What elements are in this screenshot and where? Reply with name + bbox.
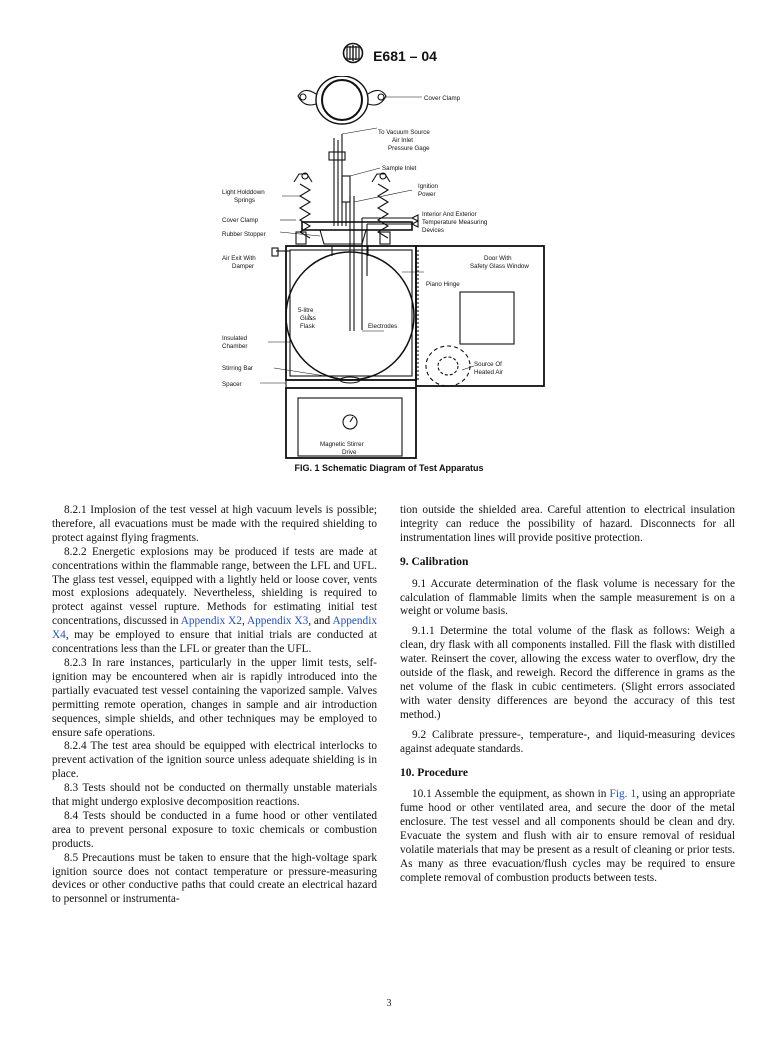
label-vacuum-3: Pressure Gage [388, 145, 430, 152]
text-run: , may be employed to ensure that initial trials are conducted at concentrations less than the LFL or greater than the UFL. [52, 629, 377, 656]
label-electrodes: Electrodes [368, 323, 398, 330]
figure-caption: FIG. 1 Schematic Diagram of Test Apparatus [294, 463, 484, 473]
page-number: 3 [386, 998, 392, 1009]
label-heated-1: Source Of [474, 361, 502, 368]
label-temp-1: Interior And Exterior [422, 211, 477, 218]
label-ignition-1: Ignition [418, 183, 438, 190]
label-stirrer-1: Magnetic Stirrer [320, 441, 364, 448]
link-fig-1[interactable]: Fig. 1 [609, 788, 637, 801]
label-rubber-stopper: Rubber Stopper [222, 231, 266, 238]
label-vacuum-1: To Vacuum Source [378, 129, 430, 136]
label-flask-2: Glass [300, 315, 316, 322]
paragraph-9-2: 9.2 Calibrate pressure-, temperature-, and liquid-measuring devices against adequate standards. [400, 728, 735, 755]
label-ignition-2: Power [418, 191, 436, 198]
label-cover-clamp-side: Cover Clamp [222, 217, 259, 224]
link-appendix-x2[interactable]: Appendix X2 [180, 615, 242, 628]
paragraph-8-5-continued: tion outside the shielded area. Careful attention to electrical insulation integrity can reduce the possibility of hazard. Disconnects for all instrumentation lines will provide positive protection. [400, 504, 735, 544]
label-stirring-bar: Stirring Bar [222, 365, 253, 372]
label-temp-3: Devices [422, 227, 445, 234]
document-id: E681 – 04 [373, 47, 437, 64]
paragraph-8-2-2 [52, 546, 377, 657]
paragraph-8-2-4: 8.2.4 The test area should be equipped with electrical interlocks to prevent activation of the ignition source unless adequate shielding is in place. [52, 740, 377, 781]
label-insulated-2: Chamber [222, 343, 248, 350]
label-flask-1: 5-litre [298, 307, 314, 314]
text-run: , [241, 615, 247, 628]
right-column [400, 504, 735, 886]
text-run: 10.1 Assemble the equipment, as shown in [412, 788, 610, 801]
label-flask-3: Flask [300, 323, 315, 330]
paragraph-8-3: 8.3 Tests should not be conducted on thermally unstable materials that might undergo explosive decomposition reactions. [52, 782, 377, 809]
label-stirrer-2: Drive [342, 449, 357, 456]
section-heading-calibration: 9. Calibration [400, 555, 469, 568]
label-heated-2: Heated Air [474, 369, 503, 376]
text-run: , using an appropriate fume hood or other ventilated area, and secure the door of the metal enclosure. The test vessel and all components should be clean and dry. Evacuate the system and flush with air to ensure removal of residual volatile materials that may be present as a result of cleaning or prior tests. As many as three evacuation/flush cycles may be required to ensure complete removal of combustion products between tests. [400, 788, 735, 884]
label-spacer: Spacer [222, 381, 242, 388]
label-springs-1: Light Holddown [222, 189, 265, 196]
paragraph-9-1: 9.1 Accurate determination of the flask volume is necessary for the calculation of flammable limits when the sample measurement is on a weight or volume basis. [400, 577, 735, 618]
paragraph-9-1-1: 9.1.1 Determine the total volume of the flask as follows: Weigh a clean, dry flask with all components installed. Fill the flask with distilled water. Reinsert the cover, allowing the excess water to overflow, dry the outside of the flask, and reweigh. Record the difference in grams as the net volume of the flask in cubic centimeters. (Slight errors associated with water density differences are beyond the accuracy of this test method.) [400, 625, 735, 721]
paragraph-8-2-3: 8.2.3 In rare instances, particularly in the upper limit tests, self-ignition may be encountered when air is rapidly introduced into the partially evacuated test vessel containing the vaporized sample. Valves permitting remote operation, changes in sample and air introduction sequences, simple shields, and other techniques may be employed to ensure safe operations. [52, 656, 377, 739]
apparatus-diagram [212, 76, 552, 466]
page-header [0, 42, 778, 69]
paragraph-10-1 [400, 788, 735, 885]
text-run: , and [308, 615, 333, 628]
left-column [52, 504, 377, 907]
paragraph-8-5: 8.5 Precautions must be taken to ensure that the high-voltage spark ignition source does not contact temperature or pressure-measuring devices or other conductive paths that could create an electrical hazard to personnel or instrumenta- [52, 851, 377, 906]
label-sample-inlet: Sample Inlet [382, 165, 417, 172]
label-door-2: Safety Glass Window [470, 263, 529, 270]
paragraph-8-4: 8.4 Tests should be conducted in a fume hood or other ventilated area to prevent personal exposure to toxic chemicals or combustion products. [52, 809, 377, 850]
label-vacuum-2: Air Inlet [392, 137, 413, 144]
link-appendix-x4[interactable]: Appendix X4 [52, 615, 377, 642]
paragraph-8-2-1: 8.2.1 Implosion of the test vessel at high vacuum levels is possible; therefore, all evacuations must be made with the required shielding to protect against flying fragments. [52, 504, 377, 544]
label-insulated-1: Insulated [222, 335, 248, 342]
section-heading-procedure: 10. Procedure [400, 766, 468, 779]
label-air-exit-1: Air Exit With [222, 255, 256, 262]
text-run: 8.2.2 Energetic explosions may be produced if tests are made at concentrations within the flammable range, between the LFL and UFL. The glass test vessel, equipped with a lightly held or loose cover, vents most explosions adequately. Nevertheless, shielding is required to protect against vessel rupture. Methods for estimating initial test concentrations, discussed in [52, 545, 377, 628]
link-appendix-x3[interactable]: Appendix X3 [247, 615, 309, 628]
label-door-1: Door With [484, 255, 512, 262]
label-temp-2: Temperature Measuring [422, 219, 488, 226]
label-air-exit-2: Damper [232, 263, 255, 270]
astm-logo-icon [341, 42, 365, 69]
label-piano-hinge: Piano Hinge [426, 281, 460, 288]
label-cover-clamp-top: Cover Clamp [424, 95, 461, 102]
apparatus-figure [212, 76, 552, 466]
label-springs-2: Springs [234, 197, 255, 204]
